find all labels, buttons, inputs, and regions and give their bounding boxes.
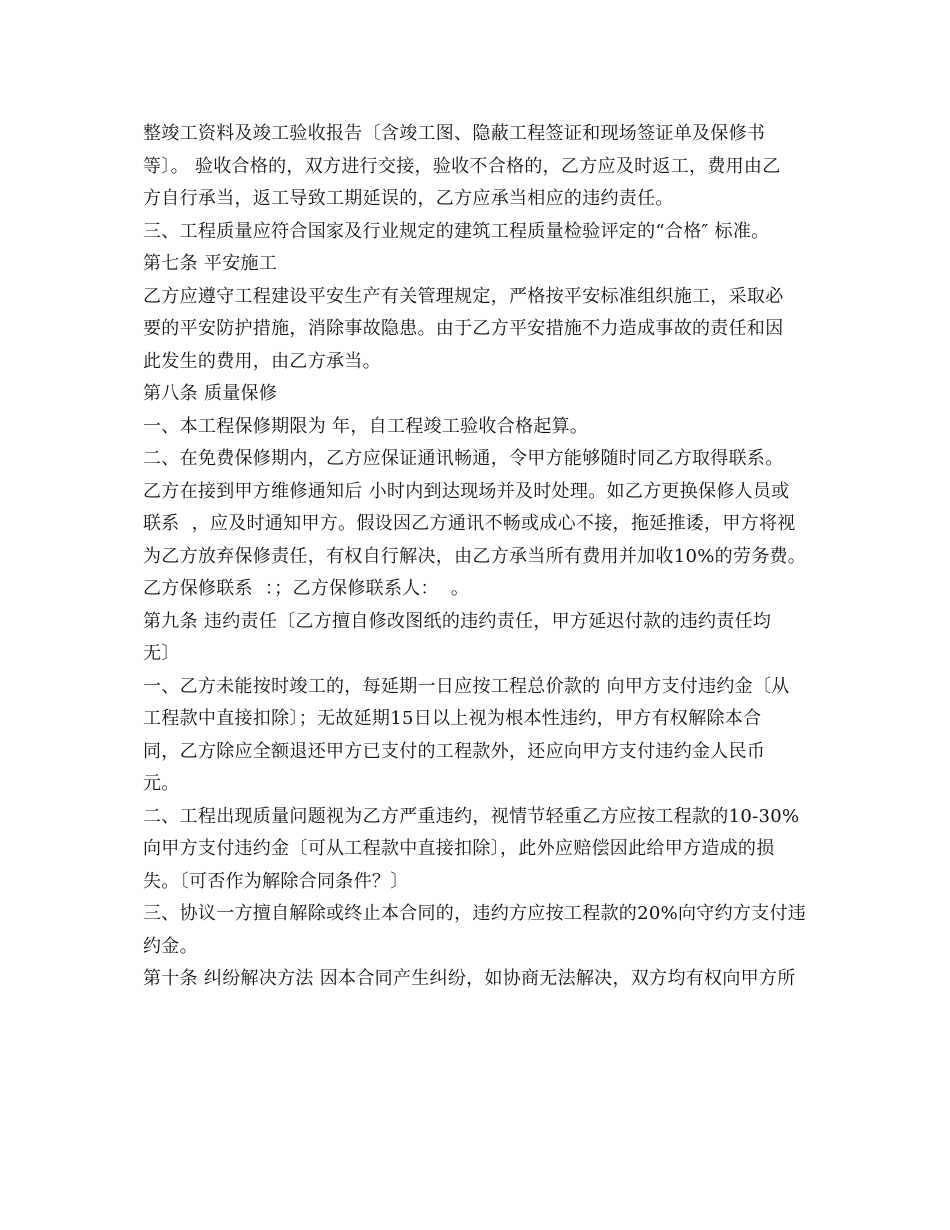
text-line: 为乙方放弃保修责任，有权自行解决，由乙方承当所有费用并加收10%的劳务费。 [143, 545, 807, 567]
text-line: 元。 [143, 773, 180, 794]
section-heading: 第七条 平安施工 [143, 253, 278, 274]
section-heading: 第八条 质量保修 [143, 383, 278, 404]
text-line: 工程款中直接扣除〕；无故延期15日以上视为根本性违约，甲方有权解除本合 [143, 708, 762, 729]
text-line: 乙方在接到甲方维修通知后 小时内到达现场并及时处理。如乙方更换保修人员或 [143, 480, 790, 502]
text-line: 乙方保修联系 ：；乙方保修联系人： 。 [143, 578, 470, 599]
text-line: 三、协议一方擅自解除或终止本合同的，违约方应按工程款的20%向守约方支付违 [143, 903, 807, 924]
text-line: 同，乙方除应全额退还甲方已支付的工程款外，还应向甲方支付违约金人民币 [143, 740, 766, 762]
text-line: 联系 ，应及时通知甲方。假设因乙方通讯不畅或成心不接，拖延推诿，甲方将视 [143, 513, 796, 534]
text-line: 等〕。 验收合格的，双方进行交接，验收不合格的，乙方应及时返工，费用由乙 [143, 155, 781, 177]
text-line: 乙方应遵守工程建设平安生产有关管理规定，严格按平安标准组织施工，采取必 [143, 285, 784, 307]
text-line: 二、在免费保修期内，乙方应保证通讯畅通，令甲方能够随时同乙方取得联系。 [143, 448, 784, 469]
text-line: 方自行承当，返工导致工期延误的，乙方应承当相应的违约责任。 [143, 188, 674, 209]
text-line: 失。〔可否作为解除合同条件？〕 [143, 870, 409, 892]
section-heading: 第十条 纠纷解决方法 因本合同产生纠纷，如协商无法解决，双方均有权向甲方所 [143, 968, 796, 989]
text-line: 整竣工资料及竣工验收报告〔含竣工图、隐蔽工程签证和现场签证单及保修书 [143, 123, 766, 144]
text-line: 一、本工程保修期限为 年，自工程竣工验收合格起算。 [143, 415, 589, 437]
text-line: 要的平安防护措施，消除事故隐患。由于乙方平安措施不力造成事故的责任和因 [143, 318, 784, 339]
section-heading: 第九条 违约责任〔乙方擅自修改图纸的违约责任，甲方延迟付款的违约责任均 [143, 610, 772, 632]
contract-text [143, 118, 823, 996]
text-line: 无〕 [143, 643, 180, 664]
text-line: 一、乙方未能按时竣工的，每延期一日应按工程总价款的 向甲方支付违约金〔从 [143, 675, 790, 697]
text-line: 二、工程出现质量问题视为乙方严重违约，视情节轻重乙方应按工程款的10-30% [143, 805, 800, 827]
text-line: 约金。 [143, 935, 198, 957]
text-line: 此发生的费用，由乙方承当。 [143, 350, 381, 372]
text-line: 三、工程质量应符合国家及行业规定的建筑工程质量检验评定的“合格″ 标准。 [143, 220, 770, 242]
text-line: 向甲方支付违约金〔可从工程款中直接扣除〕，此外应赔偿因此给甲方造成的损 [143, 838, 775, 859]
